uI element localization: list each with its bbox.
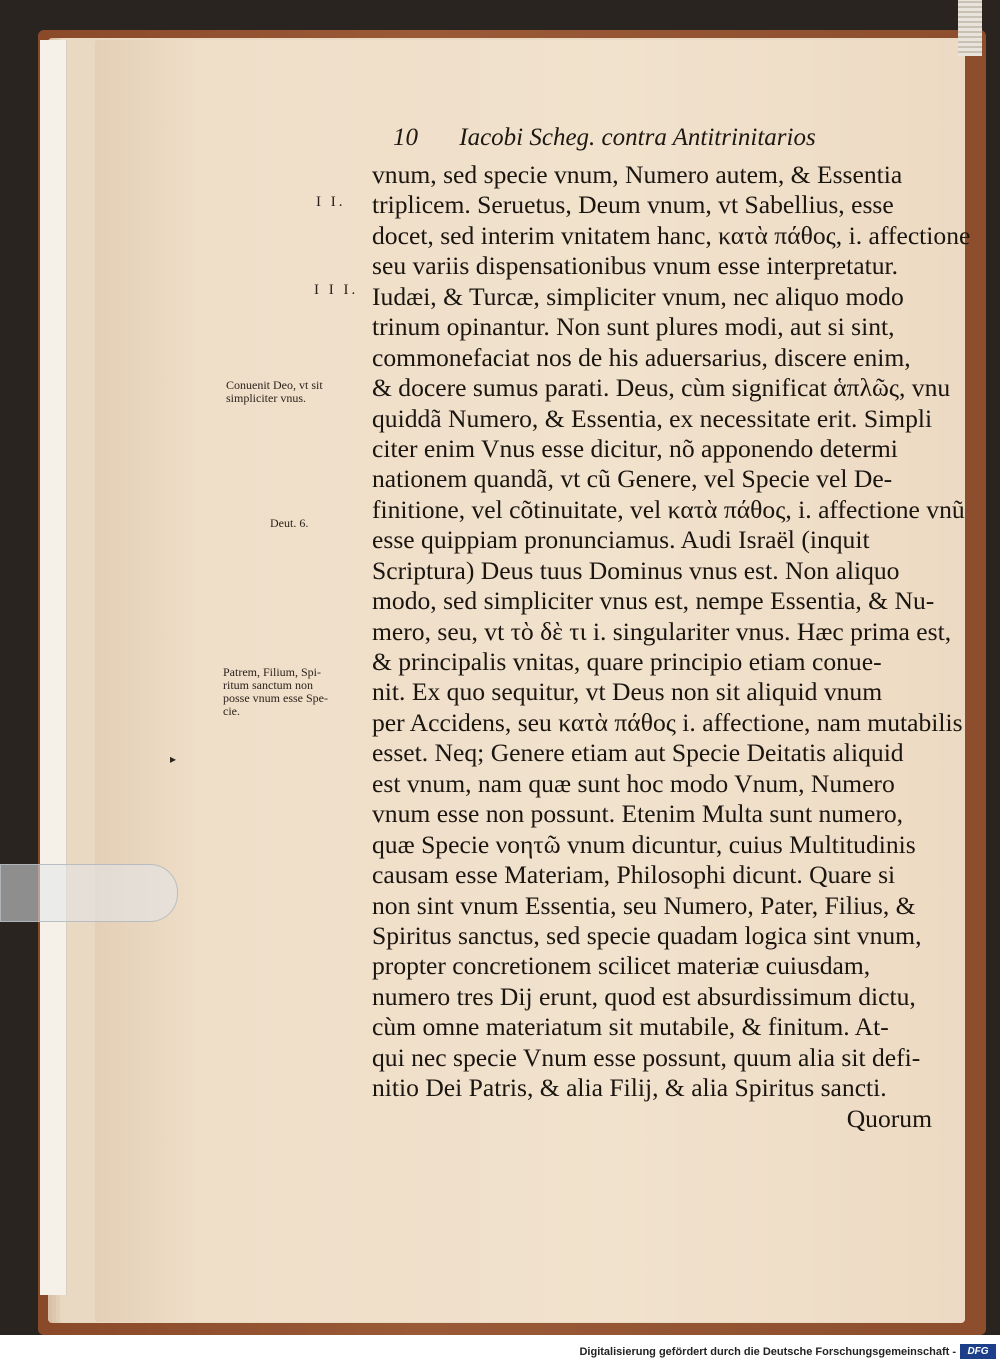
- body-text: [372, 160, 971, 1134]
- text-line: trinum opinantur. Non sunt plures modi, aut si sint,: [372, 312, 895, 342]
- text-line: numero tres Dij erunt, quod est absurdissimum dictu,: [372, 981, 916, 1011]
- text-line: Scriptura) Deus tuus Dominus vnus est. Non aliquo: [372, 555, 900, 585]
- margin-note-line: cie.: [223, 704, 240, 718]
- text-line: seu variis dispensationibus vnum esse interpretatur.: [372, 251, 898, 281]
- margin-note-line: simpliciter vnus.: [226, 391, 306, 405]
- dfg-logo: DFG: [960, 1344, 996, 1359]
- text-line: & docere sumus parati. Deus, cùm significat ἁπλῶς, vnu: [372, 373, 951, 403]
- margin-numeral-3: I I I.: [314, 282, 359, 298]
- running-title: Iacobi Scheg. contra Antitrinitarios: [459, 124, 816, 151]
- text-line: Iudæi, & Turcæ, simpliciter vnum, nec aliquo modo: [372, 281, 904, 311]
- text-line: esset. Neq; Genere etiam aut Specie Deitatis aliquid: [372, 738, 904, 768]
- text-line: causam esse Materiam, Philosophi dicunt. Quare si: [372, 860, 896, 890]
- text-line: propter concretionem scilicet materiæ cuiusdam,: [372, 951, 871, 981]
- text-line: mero, seu, vt τὸ δὲ τι i. singulariter vnus. Hæc prima est,: [372, 616, 952, 646]
- margin-mark-icon: ▸: [170, 752, 177, 766]
- text-line: vnum esse non possunt. Etenim Multa sunt numero,: [372, 799, 904, 829]
- corner-tape: [958, 0, 982, 56]
- text-line: modo, sed simpliciter vnus est, nempe Essentia, & Nu-: [372, 586, 935, 616]
- text-line: quæ Specie νοητῶ vnum dicuntur, cuius Multitudinis: [372, 829, 916, 859]
- text-line: quiddã Numero, & Essentia, ex necessitate erit. Simpli: [372, 403, 933, 433]
- text-line: nitio Dei Patris, & alia Filij, & alia Spiritus sancti.: [372, 1073, 887, 1103]
- footer-credit: Digitalisierung gefördert durch die Deutsche Forschungsgemeinschaft -: [579, 1346, 956, 1358]
- margin-note-line: posse vnum esse Spe-: [223, 691, 328, 705]
- text-line: qui nec specie Vnum esse possunt, quum alia sit defi-: [372, 1042, 921, 1072]
- left-clip: [40, 40, 67, 1295]
- bookmark-strip: [0, 864, 178, 922]
- margin-note-line: Patrem, Filium, Spi-: [223, 665, 322, 679]
- text-line: vnum, sed specie vnum, Numero autem, & Essentia: [372, 160, 903, 189]
- text-line: Spiritus sanctus, sed specie quadam logica sint vnum,: [372, 920, 922, 950]
- text-line: est vnum, nam quæ sunt hoc modo Vnum, Numero: [372, 768, 895, 798]
- text-line: commonefaciat nos de his aduersarius, discere enim,: [372, 342, 911, 372]
- catchword: Quorum: [846, 1103, 932, 1133]
- footer-bar: [0, 1335, 1000, 1369]
- text-line: per Accidens, seu κατὰ πάθος i. affectione, nam mutabilis: [372, 707, 963, 737]
- text-line: cùm omne materiatum sit mutabile, & finitum. At-: [372, 1012, 889, 1042]
- margin-numeral-2: I I.: [316, 194, 346, 210]
- text-line: citer enim Vnus esse dicitur, nõ apponendo determi: [372, 433, 898, 463]
- text-line: finitione, vel cõtinuitate, vel κατὰ πάθος, i. affectione vnũ: [372, 494, 965, 524]
- margin-note-line: ritum sanctum non: [223, 678, 313, 692]
- margin-note-line: Deut. 6.: [270, 516, 309, 530]
- running-head: [393, 124, 853, 158]
- text-line: esse quippiam pronunciamus. Audi Israël (inquit: [372, 525, 870, 555]
- text-line: & principalis vnitas, quare principio etiam conue-: [372, 647, 882, 676]
- text-line: nationem quandã, vt cũ Genere, vel Specie vel De-: [372, 464, 893, 494]
- text-line: triplicem. Seruetus, Deum vnum, vt Sabellius, esse: [372, 190, 894, 220]
- text-line: non sint vnum Essentia, seu Numero, Pater, Filius, &: [372, 890, 916, 920]
- page-number: 10: [393, 124, 418, 151]
- margin-note-line: Conuenit Deo, vt sit: [226, 378, 323, 392]
- text-line: docet, sed interim vnitatem hanc, κατὰ πάθος, i. affectione: [372, 220, 971, 250]
- text-line: nit. Ex quo sequitur, vt Deus non sit aliquid vnum: [372, 677, 883, 707]
